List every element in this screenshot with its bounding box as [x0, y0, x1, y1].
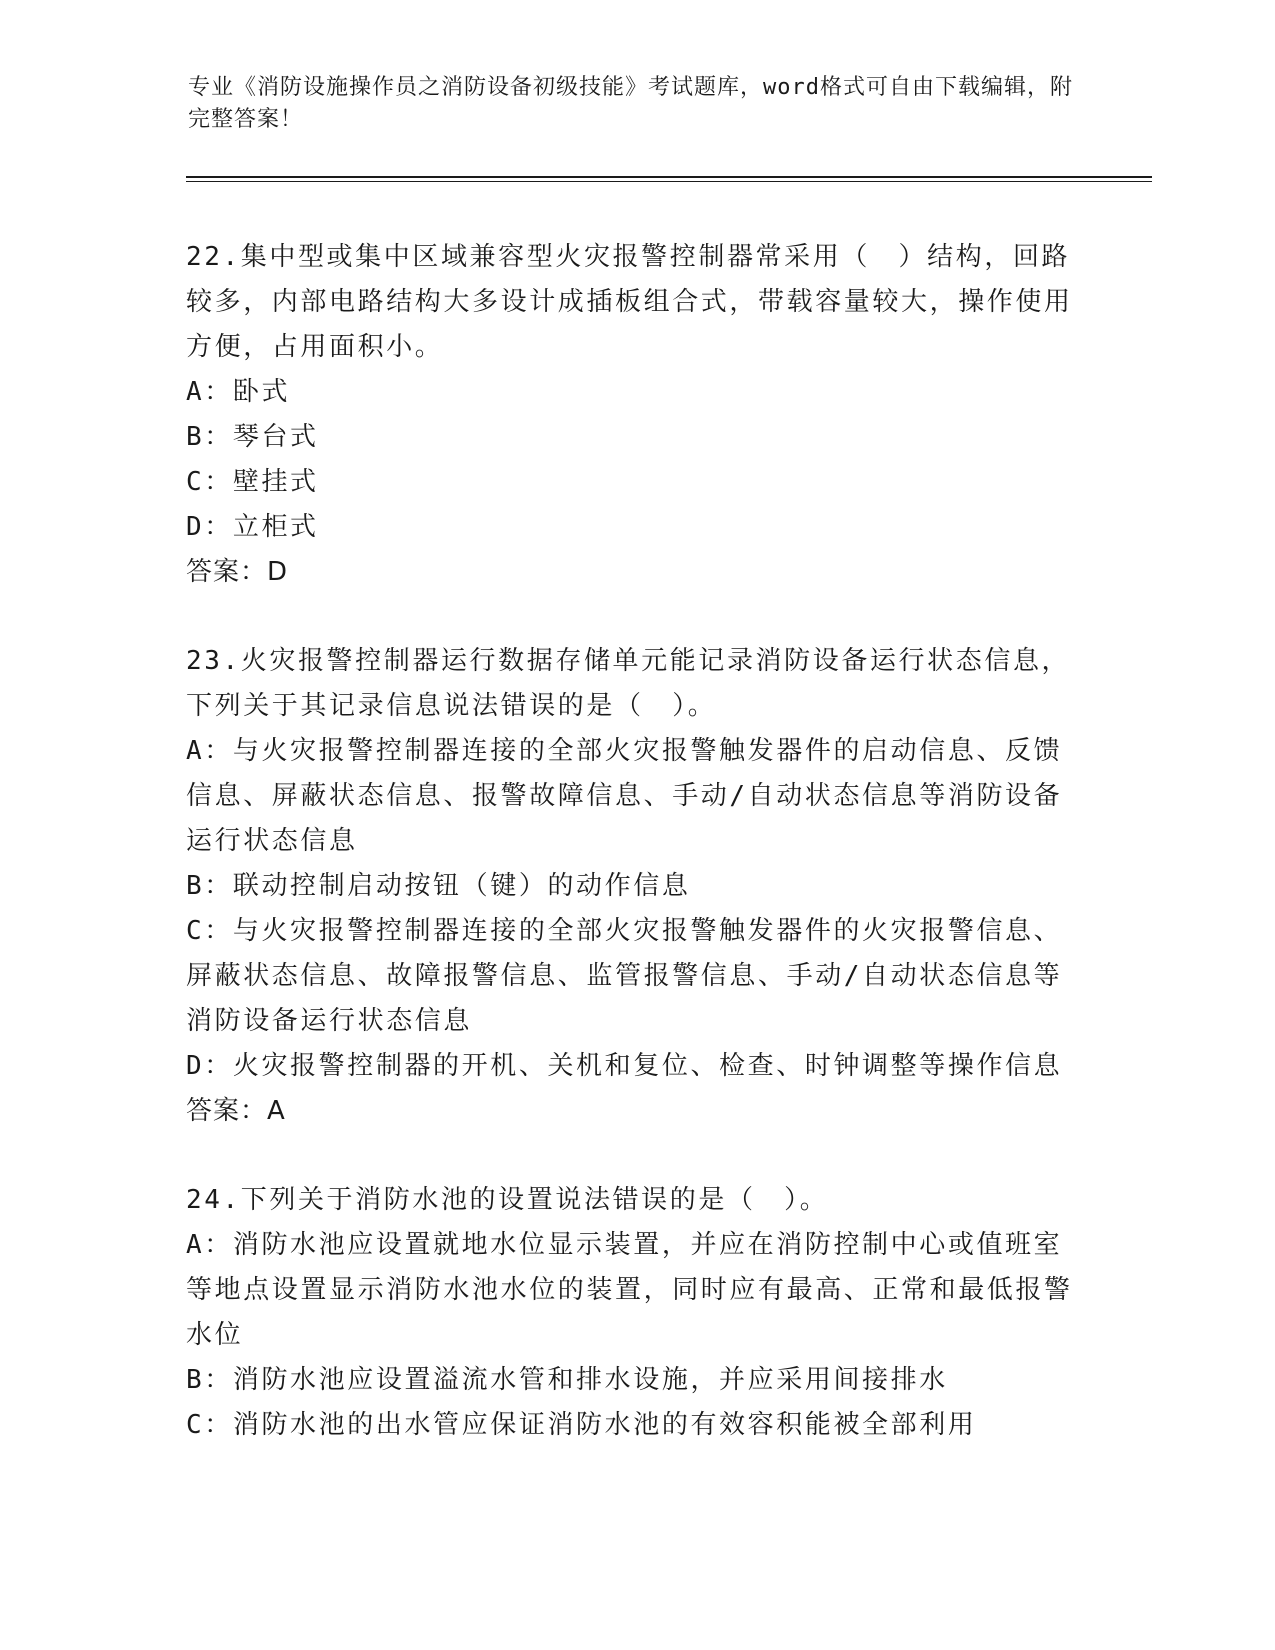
- header-divider: [186, 176, 1152, 178]
- question-stem: 23.火灾报警控制器运行数据存储单元能记录消防设备运行状态信息，下列关于其记录信息说法错误的是（ ）。: [186, 646, 1071, 721]
- question-23: [186, 639, 1086, 1134]
- question-list: [186, 235, 1086, 1492]
- answer-label: 答案：D: [186, 557, 289, 587]
- option-b: B：消防水池应设置溢流水管和排水设施，并应采用间接排水: [186, 1365, 948, 1395]
- option-b: B：联动控制启动按钮（键）的动作信息: [186, 871, 691, 901]
- question-stem: 24.下列关于消防水池的设置说法错误的是（ ）。: [186, 1185, 829, 1215]
- page-header: 专业《消防设施操作员之消防设备初级技能》考试题库，word格式可自由下载编辑，附完整答案！: [188, 75, 1073, 132]
- option-a: A：与火灾报警控制器连接的全部火灾报警触发器件的启动信息、反馈信息、屏蔽状态信息、报警故障信息、手动/自动状态信息等消防设备运行状态信息: [186, 736, 1063, 856]
- option-a: A：卧式: [186, 377, 291, 407]
- option-c: C：与火灾报警控制器连接的全部火灾报警触发器件的火灾报警信息、屏蔽状态信息、故障报警信息、监管报警信息、手动/自动状态信息等消防设备运行状态信息: [186, 916, 1063, 1036]
- question-24: [186, 1178, 1086, 1448]
- option-d: D：火灾报警控制器的开机、关机和复位、检查、时钟调整等操作信息: [186, 1051, 1063, 1081]
- option-a: A：消防水池应设置就地水位显示装置，并应在消防控制中心或值班室等地点设置显示消防水池水位的装置，同时应有最高、正常和最低报警水位: [186, 1230, 1073, 1350]
- option-c: C：消防水池的出水管应保证消防水池的有效容积能被全部利用: [186, 1410, 977, 1440]
- answer-label: 答案：A: [186, 1096, 286, 1126]
- question-22: [186, 235, 1086, 595]
- question-stem: 22.集中型或集中区域兼容型火灾报警控制器常采用（ ）结构，回路较多，内部电路结构大多设计成插板组合式，带载容量较大，操作使用方便，占用面积小。: [186, 242, 1073, 362]
- header-divider-thin: [186, 181, 1152, 182]
- option-d: D：立柜式: [186, 512, 319, 542]
- option-c: C：壁挂式: [186, 467, 319, 497]
- option-b: B：琴台式: [186, 422, 319, 452]
